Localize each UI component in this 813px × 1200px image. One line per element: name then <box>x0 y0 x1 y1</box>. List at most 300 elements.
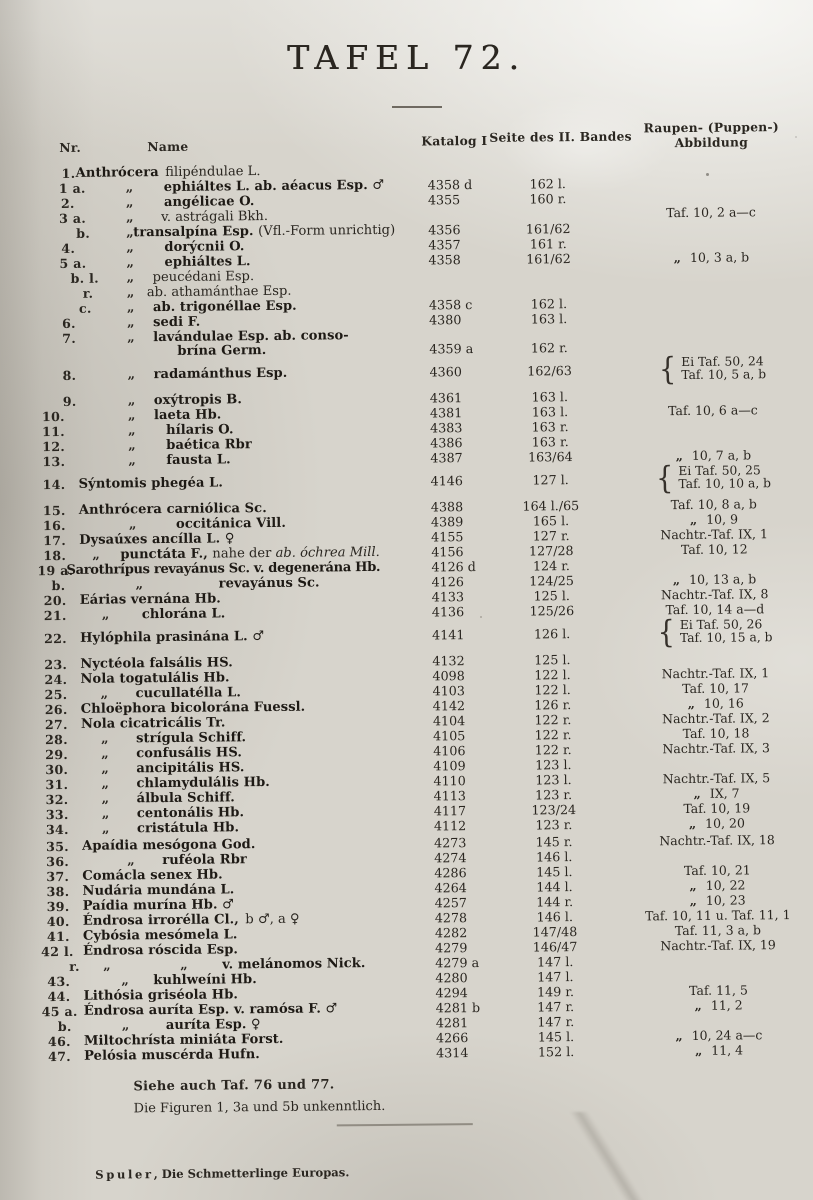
species-name: Nyctéola falsális HS. <box>80 655 233 672</box>
katalog-value: 4280 <box>435 970 468 986</box>
ditto-mark: „ <box>135 577 144 593</box>
ditto-mark: „ <box>127 330 135 346</box>
katalog-value: 4103 <box>432 683 465 699</box>
katalog-value: 4156 <box>431 544 464 560</box>
ditto-mark: „ <box>101 821 110 837</box>
abbildung-value: „ 10, 20 <box>688 815 745 831</box>
seite-value: 149 r. <box>536 984 575 1000</box>
species-name: Miltochrísta miniáta Forst. <box>83 1031 284 1049</box>
species-name: Hylóphila prasinána L. ♂ <box>80 628 265 646</box>
species-name: ancipitális HS. <box>136 760 245 777</box>
ditto-mark: „ <box>675 448 683 464</box>
seite-value: 160 r. <box>529 191 567 207</box>
seite-value: 147 l. <box>537 969 574 985</box>
row-number: 27. <box>44 716 68 733</box>
ditto-mark: „ <box>128 453 136 469</box>
abbildung-value: „ 11, 4 <box>694 1042 744 1058</box>
seite-value: 161 r. <box>529 236 567 252</box>
seite-value: 127/28 <box>528 543 574 559</box>
species-name: ab. athamánthae Esp. <box>146 283 292 301</box>
seite-value: 161/62 <box>526 251 571 267</box>
imprint <box>95 1165 349 1181</box>
seite-value: 147 r. <box>537 999 575 1015</box>
seite-value: 145 l. <box>536 864 573 880</box>
ditto-mark: „ <box>127 408 136 424</box>
abbildung-value: Taf. 10, 21 <box>683 862 751 879</box>
ditto-mark: „ <box>693 785 701 801</box>
seite-value: 127 l. <box>532 471 569 487</box>
katalog-value: 4273 <box>434 835 467 851</box>
row-number: 19 a. <box>37 562 74 579</box>
abbildung-value: { Ei Taf. 50, 25 Taf. 10, 10 a, b <box>656 460 772 497</box>
row-number: r. <box>82 285 94 301</box>
species-name: angélicae O. <box>163 194 255 210</box>
katalog-value: 4357 <box>428 237 461 253</box>
row-number: b. l. <box>70 270 99 286</box>
ditto-mark: „ <box>126 315 135 331</box>
row-number: b. <box>57 1018 72 1035</box>
species-name: strígula Schiff. <box>135 730 247 747</box>
ditto-mark: „ <box>675 1028 683 1044</box>
row-number: 15. <box>42 502 66 519</box>
ditto-mark: „ <box>688 815 697 831</box>
row-number: 38. <box>46 883 70 900</box>
row-number: 1. <box>61 165 76 181</box>
katalog-value: 4361 <box>429 390 463 406</box>
seite-value: 147 l. <box>536 954 574 970</box>
ditto-mark: „ <box>128 438 136 454</box>
katalog-value: 4381 <box>429 405 463 421</box>
ditto-mark: „ <box>101 746 109 762</box>
abbildung-value: Nachtr.-Taf. IX, 18 <box>659 832 775 849</box>
species-name: kuhlweíni Hb. <box>153 972 257 989</box>
column-header-katalog: Katalog I <box>421 132 488 149</box>
species-name: laeta Hb. <box>153 407 222 424</box>
row-number: 3 a. <box>58 210 87 226</box>
row-number: 7. <box>62 330 77 346</box>
abbildung-value: Taf. 10, 6 a—c <box>668 402 758 419</box>
seite-value: 163 l. <box>531 404 569 420</box>
row-number: 30. <box>45 761 69 778</box>
row-number: 33. <box>45 806 69 823</box>
katalog-value: 4360 <box>429 363 462 379</box>
species-name: Chloëphora bicolorána Fuessl. <box>80 699 306 717</box>
species-name: punctáta F., nahe der ab. óchrea Mill. <box>120 544 380 563</box>
seite-value: 125 l. <box>533 588 570 604</box>
abbildung-value: Taf. 10, 17 <box>682 680 750 697</box>
row-number: 35. <box>46 838 69 855</box>
species-name: Anthrócera filipéndulae L. <box>75 164 261 181</box>
footnote-figures: Die Figuren 1, 3a und 5b unkenntlich. <box>133 1098 386 1117</box>
katalog-value: 4136 <box>431 604 465 620</box>
katalog-value: 4274 <box>434 850 467 866</box>
row-number: 4. <box>61 240 76 256</box>
katalog-value: 4142 <box>432 698 466 714</box>
species-name: centonális Hb. <box>136 805 245 822</box>
species-name: cucullatélla L. <box>135 685 242 702</box>
katalog-value: 4389 <box>430 514 464 530</box>
seite-value: 163/64 <box>527 449 573 465</box>
seite-value: 147 r. <box>537 1014 575 1030</box>
seite-value: 144 l. <box>536 879 573 895</box>
row-number: 24. <box>44 671 68 688</box>
ditto-mark: „ <box>103 958 111 974</box>
katalog-value: 4155 <box>431 529 464 545</box>
row-number: 36. <box>46 853 70 870</box>
row-number: 37. <box>46 868 70 885</box>
row-number: 8. <box>62 367 77 383</box>
abbildung-value: Taf. 11, 5 <box>689 982 748 998</box>
abbildung-value: „ 10, 9 <box>689 511 739 527</box>
abbildung-value: { Ei Taf. 50, 26 Taf. 10, 15 a, b <box>657 614 773 651</box>
ditto-mark: „ <box>100 731 109 747</box>
species-name: ruféola Rbr <box>162 852 247 869</box>
abbildung-value: „ IX, 7 <box>693 785 740 801</box>
abbildung-value: { Ei Taf. 50, 24 Taf. 10, 5 a, b <box>658 351 767 388</box>
column-header-seite: Seite des II. Bandes <box>489 128 632 145</box>
species-name: auríta Esp. ♀ <box>165 1017 261 1034</box>
species-name: ab. trigonéllae Esp. <box>152 298 297 316</box>
brace-glyph: { <box>656 460 674 497</box>
row-number: 29. <box>45 746 69 763</box>
row-number: 11. <box>42 423 65 440</box>
katalog-value: 4314 <box>436 1045 469 1061</box>
katalog-value: 4279 a <box>435 955 480 971</box>
ditto-mark: „ <box>673 250 682 266</box>
abbildung-value: Taf. 11, 3 a, b <box>674 922 762 939</box>
seite-value: 152 l. <box>537 1044 575 1060</box>
paper-speck <box>480 616 482 618</box>
species-name: confusális HS. <box>136 745 243 762</box>
species-name: chlorána L. <box>141 606 226 623</box>
abbildung-value: Nachtr.-Taf. IX, 1 <box>660 526 768 543</box>
row-number: 44. <box>47 988 71 1005</box>
seite-value: 147/48 <box>532 924 578 940</box>
species-name: sedi F. <box>152 314 201 331</box>
katalog-value: 4279 <box>435 940 468 956</box>
brace-glyph: { <box>658 351 677 388</box>
ditto-mark: „ <box>126 285 135 301</box>
abbildung-value: Taf. 10, 14 a—d <box>665 601 765 618</box>
abbildung-value: Nachtr.-Taf. IX, 1 <box>661 665 770 682</box>
row-number: 1 a. <box>58 180 86 197</box>
abbildung-value: „ 10, 7 a, b <box>675 447 752 464</box>
column-header-nr: Nr. <box>59 139 82 155</box>
row-number: 22. <box>44 630 67 646</box>
katalog-value: 4098 <box>432 668 465 684</box>
species-name: revayánus Sc. <box>218 575 320 592</box>
katalog-value: 4387 <box>430 450 463 466</box>
row-number: 18. <box>43 547 67 564</box>
ditto-mark: „ <box>180 957 188 973</box>
species-name: lavándulae Esp. ab. conso- <box>153 328 349 346</box>
row-number: 46. <box>47 1033 71 1050</box>
seite-value: 123 l. <box>535 757 572 773</box>
katalog-value: 4266 <box>435 1030 469 1046</box>
katalog-value: 4286 <box>434 865 467 881</box>
row-number: 16. <box>42 517 66 534</box>
species-name-continued: brína Germ. <box>177 343 267 359</box>
katalog-value: 4359 a <box>429 341 474 357</box>
species-name: Sýntomis phegéa L. <box>78 474 224 492</box>
row-number: 6. <box>62 315 76 331</box>
seite-value: 163 r. <box>531 419 569 435</box>
ditto-mark: „ <box>101 791 110 807</box>
seite-value: 123 r. <box>535 817 573 833</box>
species-name: ephiáltes L. ab. aéacus Esp. ♂ <box>163 177 385 195</box>
ditto-mark: „ <box>125 180 134 196</box>
ditto-mark: „ <box>689 892 697 908</box>
species-name: ephiáltes L. <box>164 254 251 270</box>
row-number: 32. <box>45 791 69 808</box>
row-number: 41. <box>46 928 70 945</box>
row-number: b. <box>51 577 66 594</box>
table-row <box>0 462 813 500</box>
abbildung-value: „ 11, 2 <box>694 997 743 1013</box>
katalog-value: 4126 <box>431 574 464 590</box>
seite-value: 122 l. <box>534 682 571 698</box>
katalog-value: 4380 <box>428 312 462 328</box>
species-name: oxýtropis B. <box>153 392 243 409</box>
table-row <box>0 353 813 391</box>
row-number: 47. <box>48 1048 71 1065</box>
seite-value: 146 l. <box>535 849 573 865</box>
species-name: Anthrócera carniólica Sc. <box>78 501 267 518</box>
abbildung-value: Taf. 10, 11 u. Taf. 11, 1 <box>644 907 791 924</box>
paper-speck <box>706 173 709 176</box>
katalog-value: 4117 <box>433 803 467 819</box>
seite-value: 122 r. <box>534 712 572 728</box>
species-name: v. melánomos Nick. <box>222 956 366 973</box>
ditto-mark: „ <box>694 997 702 1013</box>
row-number: 45 a. <box>41 1003 78 1020</box>
seite-value: 163 l. <box>531 389 569 405</box>
abbildung-value: Taf. 10, 19 <box>683 800 751 817</box>
species-name: Apaídia mesógona God. <box>82 837 256 854</box>
row-number: 28. <box>44 731 68 748</box>
row-number: 43. <box>47 973 71 990</box>
paper-speck <box>795 136 797 138</box>
seite-value: 144 r. <box>536 894 574 910</box>
katalog-value: 4106 <box>433 743 466 759</box>
abbildung-value: Nachtr.-Taf. IX, 5 <box>662 770 771 787</box>
seite-value: 122 r. <box>534 742 572 758</box>
seite-value: 146/47 <box>532 939 578 955</box>
species-name: dorýcnii O. <box>164 239 245 255</box>
abbildung-value: Taf. 10, 2 a—c <box>666 204 756 221</box>
ditto-mark: „ <box>100 686 109 702</box>
row-number: 23. <box>44 656 68 673</box>
species-name: Paídia murína Hb. ♂ <box>82 897 234 914</box>
species-name: Sarothrípus revayánus Sc. v. degenerána Hb. <box>66 559 381 578</box>
seite-value: 125/26 <box>529 603 575 619</box>
species-name: Nola cicatricális Tr. <box>80 715 226 732</box>
column-header-name: Name <box>147 138 189 155</box>
species-name: Eárias vernána Hb. <box>79 591 221 608</box>
species-name: fausta L. <box>166 452 231 468</box>
katalog-value: 4105 <box>432 728 466 744</box>
katalog-value: 4356 <box>428 222 461 238</box>
katalog-value: 4141 <box>432 626 465 642</box>
abbildung-value: Nachtr.-Taf. IX, 2 <box>662 710 770 727</box>
row-number: 20. <box>43 592 67 609</box>
row-number: 5 a. <box>59 255 87 271</box>
katalog-value: 4110 <box>433 773 466 789</box>
species-name: Éndrosa auríta Esp. v. ramósa F. ♂ <box>83 1001 338 1019</box>
row-number: 39. <box>46 898 70 915</box>
row-number: 31. <box>45 776 69 793</box>
species-name: baética Rbr <box>166 437 252 453</box>
seite-value: 126 r. <box>534 697 572 713</box>
katalog-value: 4383 <box>430 420 463 436</box>
katalog-value: 4281 b <box>435 999 481 1016</box>
row-number: b. <box>76 225 91 241</box>
ditto-mark: „ <box>128 423 136 439</box>
paper-crease-artifact <box>540 1112 675 1200</box>
ditto-mark: „ <box>689 877 697 893</box>
ditto-mark: „ <box>125 210 134 226</box>
katalog-value: 4133 <box>431 589 465 605</box>
species-name: Lithósia griséola Hb. <box>83 987 239 1004</box>
row-number: 25. <box>44 686 68 703</box>
katalog-value: 4358 c <box>428 297 473 313</box>
row-number: 14. <box>42 476 66 492</box>
ditto-mark: „ <box>121 973 129 989</box>
seite-value: 122 r. <box>534 727 572 743</box>
ditto-mark: „ <box>687 695 696 711</box>
row-number: 17. <box>43 532 67 549</box>
seite-value: 124/25 <box>529 573 574 589</box>
column-header-abbildung: Raupen- (Puppen-) Abbildung <box>643 119 779 151</box>
ditto-mark: „ <box>101 607 110 623</box>
seite-value: 145 r. <box>535 834 573 850</box>
row-number: 13. <box>42 453 66 470</box>
katalog-value: 4112 <box>433 818 467 834</box>
ditto-mark: „ <box>689 511 698 527</box>
katalog-value: 4104 <box>432 713 466 729</box>
katalog-value: 4294 <box>435 985 468 1001</box>
katalog-value: 4278 <box>434 910 468 926</box>
row-number: 40. <box>46 913 70 930</box>
abbildung-value: „ 10, 3 a, b <box>673 249 750 266</box>
ditto-mark: „ <box>101 761 109 777</box>
species-name: cristátula Hb. <box>136 820 240 837</box>
seite-value: 163 r. <box>531 434 569 450</box>
seite-value: 125 l. <box>534 652 571 668</box>
species-name: Nudária mundána L. <box>82 882 235 899</box>
seite-value: 162/63 <box>527 362 572 379</box>
species-name: Dysaúxes ancílla L. ♀ <box>79 531 235 548</box>
seite-value: 123 l. <box>535 772 572 788</box>
abbildung-value: „ 10, 24 a—c <box>675 1027 763 1044</box>
footer-divider <box>337 1123 473 1126</box>
katalog-value: 4386 <box>430 435 463 451</box>
seite-value: 122 l. <box>534 667 571 683</box>
species-name: Nola togatulális Hb. <box>80 670 230 687</box>
row-number: c. <box>78 300 92 316</box>
ditto-mark: „ <box>694 1042 703 1058</box>
seite-value: 163 l. <box>530 311 568 327</box>
brace-glyph: { <box>657 614 676 651</box>
seite-value: 161/62 <box>525 221 571 237</box>
row-number: 10. <box>41 408 65 425</box>
seite-value: 164 l./65 <box>522 498 580 514</box>
abbildung-value: „ 10, 22 <box>689 877 746 893</box>
ditto-mark: „ <box>121 1018 130 1034</box>
seite-value: 145 l. <box>537 1029 575 1045</box>
seite-value: 162 r. <box>530 340 568 356</box>
seite-value: 124 r. <box>532 558 570 574</box>
abbildung-value: Nachtr.-Taf. IX, 8 <box>660 586 769 603</box>
katalog-value: 4146 <box>430 472 463 488</box>
abbildung-value: Nachtr.-Taf. IX, 19 <box>660 937 776 954</box>
katalog-value: 4132 <box>432 653 465 669</box>
abbildung-value: Taf. 10, 12 <box>680 541 748 558</box>
katalog-value: 4109 <box>433 758 466 774</box>
abbildung-value: „ 10, 13 a, b <box>672 571 757 588</box>
row-number: r. <box>69 958 80 974</box>
seite-value: 162 l. <box>529 176 566 192</box>
seite-value: 123/24 <box>531 802 577 818</box>
abbildung-value: „ 10, 16 <box>687 695 744 711</box>
species-name: transalpína Esp. (Vfl.-Form unrichtig) <box>133 222 396 241</box>
species-name: v. astrágali Bkh. <box>160 208 269 226</box>
ditto-mark: „ <box>127 853 135 869</box>
row-number: 21. <box>43 607 67 624</box>
footnote-see-also: Siehe auch Taf. 76 und 77. <box>133 1077 335 1095</box>
ditto-mark: „ <box>101 776 110 792</box>
ditto-mark: „ <box>126 255 135 271</box>
ditto-mark: „ <box>128 517 137 533</box>
imprint-title: , Die Schmetterlinge Europas. <box>153 1165 350 1182</box>
species-name: Cybósia mesómela L. <box>82 927 238 944</box>
katalog-value: 4264 <box>434 880 467 896</box>
species-name: chlamydulális Hb. <box>136 775 270 792</box>
species-name: hílaris O. <box>166 422 234 438</box>
ditto-mark: „ <box>672 572 681 588</box>
species-name: Comácla senex Hb. <box>82 867 223 884</box>
row-number: 9. <box>62 393 77 409</box>
ditto-mark: „ <box>127 393 136 409</box>
ditto-mark: „ <box>92 547 100 563</box>
seite-value: 146 l. <box>536 909 574 925</box>
species-name: occitánica Vill. <box>175 515 286 532</box>
imprint-author: Spuler <box>95 1167 154 1182</box>
table-rows <box>0 159 813 1065</box>
ditto-mark: „ <box>126 270 135 286</box>
seite-value: 165 l. <box>532 513 570 529</box>
ditto-mark: „ <box>127 366 136 382</box>
species-name: peucédani Esp. <box>152 269 255 286</box>
seite-value: 123 r. <box>535 787 573 803</box>
row-number: 26. <box>44 701 68 718</box>
ditto-mark: „ <box>126 240 134 256</box>
katalog-value: 4113 <box>433 788 466 804</box>
row-number: 12. <box>42 438 66 455</box>
species-name: radamánthus Esp. <box>153 365 288 382</box>
katalog-value: 4355 <box>427 192 461 208</box>
katalog-value: 4388 <box>430 499 464 515</box>
seite-value: 126 l. <box>533 625 571 641</box>
katalog-value: 4126 d <box>431 559 476 575</box>
abbildung-value: Nachtr.-Taf. IX, 3 <box>662 740 771 757</box>
row-number: 2. <box>60 195 75 211</box>
row-number: 42 l. <box>41 943 74 960</box>
table-row <box>2 616 813 654</box>
species-name: Éndrosa róscida Esp. <box>83 942 239 959</box>
ditto-mark: „ <box>125 195 134 211</box>
seite-value: 162 l. <box>530 296 568 312</box>
